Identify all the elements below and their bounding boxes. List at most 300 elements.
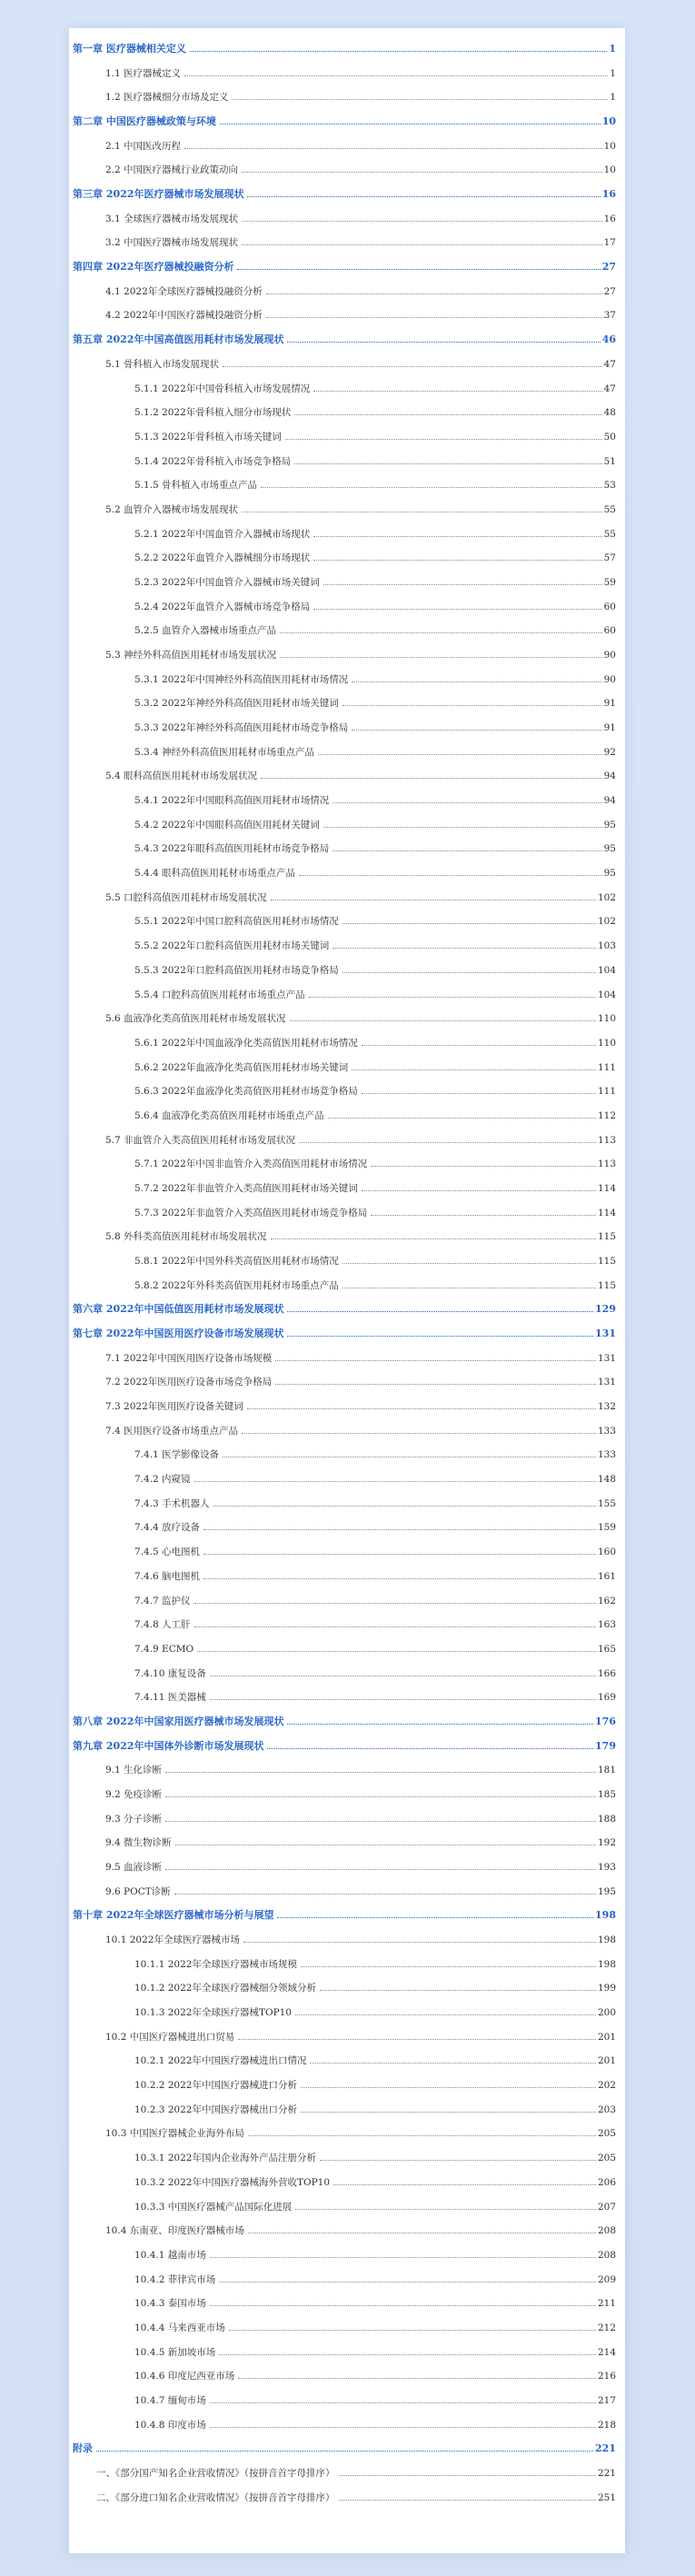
toc-entry[interactable] (134, 1056, 616, 1074)
toc-entry[interactable] (134, 2292, 616, 2310)
toc-title: 5.2.3 2022年中国血管介入器械市场关键词 (134, 576, 320, 588)
toc-chapter[interactable] (73, 1735, 616, 1753)
toc-page-number: 112 (597, 1109, 616, 1121)
toc-title: 10.3.3 中国医疗器械产品国际化进展 (134, 2201, 293, 2213)
toc-page-number: 114 (597, 1207, 616, 1218)
dot-leader (243, 1942, 596, 1943)
dot-leader (333, 850, 601, 851)
dot-leader (333, 802, 601, 803)
toc-title: 10.1 2022年全球医疗器械市场 (105, 1934, 240, 1946)
toc-page-number: 221 (595, 2442, 616, 2455)
toc-page-number: 132 (597, 1401, 616, 1413)
toc-entry[interactable] (105, 1419, 616, 1437)
toc-page-number: 212 (597, 2322, 616, 2333)
toc-title: 10.2.3 2022年中国医疗器械出口分析 (134, 2104, 297, 2115)
toc-entry[interactable] (134, 1443, 616, 1461)
dot-leader (210, 2257, 596, 2258)
toc-title: 5.1.5 骨科植入市场重点产品 (134, 480, 258, 492)
toc-entry[interactable] (105, 2219, 616, 2237)
toc-chapter[interactable] (73, 2437, 616, 2455)
toc-entry[interactable] (105, 1880, 616, 1898)
toc-page-number: 47 (603, 358, 616, 370)
toc-title: 10.4.8 印度市场 (134, 2419, 206, 2431)
toc-entry[interactable] (105, 2025, 616, 2044)
toc-entry[interactable] (105, 643, 616, 661)
toc-entry[interactable] (134, 789, 616, 807)
dot-leader (190, 51, 608, 52)
toc-entry[interactable] (134, 2364, 616, 2382)
dot-leader (165, 1821, 596, 1822)
toc-title: 5.7 非血管介入类高值医用耗材市场发展状况 (105, 1134, 296, 1146)
toc-entry[interactable] (134, 959, 616, 977)
toc-page-number: 94 (603, 795, 616, 807)
toc-page-number: 211 (597, 2298, 616, 2310)
toc-title: 5.1 骨科植入市场发展现状 (105, 358, 220, 370)
toc-entry[interactable] (105, 1783, 616, 1801)
dot-leader (194, 1481, 596, 1482)
toc-title: 5.4 眼科高值医用耗材市场发展状况 (105, 771, 258, 782)
toc-entry[interactable] (105, 1370, 616, 1388)
dot-leader (271, 1238, 596, 1239)
dot-leader (285, 439, 602, 440)
toc-page-number: 200 (597, 2007, 616, 2019)
toc-page-number: 104 (597, 964, 616, 976)
toc-entry[interactable] (134, 1104, 616, 1122)
toc-entry[interactable] (134, 1152, 616, 1170)
toc-chapter[interactable] (73, 110, 616, 128)
toc-title: 5.8.1 2022年中国外科类高值医用耗材市场情况 (134, 1256, 339, 1267)
toc-title: 7.4.11 医美器械 (134, 1692, 206, 1704)
toc-page-number: 209 (597, 2273, 616, 2285)
toc-page-number: 111 (597, 1086, 616, 1098)
toc-title: 7.4.6 脑电图机 (134, 1570, 201, 1582)
toc-page-number: 166 (597, 1667, 616, 1679)
toc-title: 4.1 2022年全球医疗器械投融资分析 (105, 285, 263, 297)
dot-leader (229, 2330, 596, 2331)
toc-entry[interactable] (134, 2146, 616, 2164)
dot-leader (313, 536, 601, 537)
toc-page (69, 28, 625, 2553)
dot-leader (352, 730, 601, 731)
toc-title: 5.8 外科类高值医用耗材市场发展状况 (105, 1231, 267, 1243)
toc-entry[interactable] (134, 1249, 616, 1268)
toc-title: 10.4.3 泰国市场 (134, 2298, 206, 2310)
dot-leader (323, 827, 602, 828)
toc-title: 5.3.4 神经外科高值医用耗材市场重点产品 (134, 746, 315, 758)
dot-leader (333, 2184, 596, 2185)
toc-entry[interactable] (134, 1686, 616, 1704)
toc-entry[interactable] (134, 473, 616, 492)
toc-page-number: 110 (597, 1037, 616, 1049)
toc-entry[interactable] (134, 1613, 616, 1631)
dot-leader (320, 1990, 596, 1991)
toc-title: 1.2 医疗器械细分市场及定义 (105, 92, 229, 104)
toc-page-number: 216 (597, 2371, 616, 2382)
dot-leader (242, 1433, 596, 1434)
toc-title: 2.1 中国医改历程 (105, 140, 182, 152)
toc-entry[interactable] (134, 2243, 616, 2262)
toc-page-number: 55 (603, 503, 616, 515)
toc-entry[interactable] (105, 886, 616, 904)
toc-title: 5.2.4 2022年血管介入器械市场竞争格局 (134, 601, 311, 612)
dot-leader (210, 2427, 596, 2428)
toc-entry[interactable] (105, 1007, 616, 1025)
toc-entry[interactable] (134, 668, 616, 686)
toc-entry[interactable] (134, 1201, 616, 1219)
toc-page-number: 205 (597, 2153, 616, 2164)
toc-entry[interactable] (105, 62, 616, 80)
dot-leader (313, 609, 601, 610)
toc-title: 3.1 全球医疗器械市场发展现状 (105, 213, 239, 224)
toc-entry[interactable] (105, 1225, 616, 1243)
dot-leader (261, 778, 602, 779)
toc-chapter[interactable] (73, 328, 616, 346)
toc-page-number: 162 (597, 1595, 616, 1606)
toc-page-number: 27 (603, 285, 616, 297)
toc-page-number: 205 (597, 2128, 616, 2140)
toc-title: 4.2 2022年中国医疗器械投融资分析 (105, 310, 263, 322)
toc-title: 5.3.2 2022年神经外科高值医用耗材市场关键词 (134, 698, 339, 710)
dot-leader (352, 681, 601, 682)
toc-title: 7.1 2022年中国医用医疗设备市场规模 (105, 1352, 273, 1364)
toc-page-number: 131 (597, 1377, 616, 1388)
dot-leader (267, 1748, 593, 1749)
dot-leader (362, 1045, 596, 1046)
toc-chapter[interactable] (73, 1322, 616, 1340)
dot-leader (242, 221, 602, 222)
toc-title: 5.3.3 2022年神经外科高值医用耗材市场竞争格局 (134, 722, 349, 734)
toc-entry[interactable] (105, 1395, 616, 1413)
toc-title: 7.4.7 监护仪 (134, 1595, 191, 1606)
toc-title: 5.3 神经外科高值医用耗材市场发展状况 (105, 650, 277, 661)
toc-entry[interactable] (96, 2462, 616, 2480)
toc-title: 10.1.2 2022年全球医疗器械细分领域分析 (134, 1983, 316, 1994)
toc-entry[interactable] (134, 522, 616, 541)
toc-page-number: 37 (603, 310, 616, 322)
dot-leader (294, 463, 601, 464)
toc-entry[interactable] (134, 1976, 616, 1994)
toc-title: 5.2.5 血管介入器械市场重点产品 (134, 625, 277, 637)
toc-title: 7.4.3 手术机器人 (134, 1497, 210, 1509)
toc-entry[interactable] (134, 1662, 616, 1680)
dot-leader (194, 1603, 596, 1604)
toc-title: 7.4 医用医疗设备市场重点产品 (105, 1425, 239, 1437)
toc-page-number: 115 (597, 1231, 616, 1243)
toc-entry[interactable] (134, 716, 616, 734)
dot-leader (328, 1118, 596, 1119)
toc-entry[interactable] (105, 1855, 616, 1874)
toc-page-number: 104 (597, 989, 616, 1000)
dot-leader (290, 1020, 596, 1021)
toc-title: 5.2.1 2022年中国血管介入器械市场现状 (134, 528, 311, 540)
toc-entry[interactable] (134, 377, 616, 395)
toc-title: 10.3.2 2022年中国医疗器械海外营收TOP10 (134, 2176, 330, 2188)
toc-title: 7.4.1 医学影像设备 (134, 1449, 220, 1461)
toc-page-number: 91 (603, 698, 616, 710)
toc-page-number: 102 (597, 916, 616, 928)
toc-title: 9.6 POCT诊断 (105, 1885, 171, 1897)
dot-leader (237, 269, 600, 270)
toc-page-number: 129 (595, 1303, 616, 1316)
toc-page-number: 199 (597, 1983, 616, 1994)
toc-entry[interactable] (134, 691, 616, 710)
toc-page-number: 185 (597, 1788, 616, 1800)
toc-title: 10.3.1 2022年国内企业海外产品注册分析 (134, 2153, 316, 2164)
dot-leader (287, 1724, 593, 1725)
toc-entry[interactable] (105, 764, 616, 782)
toc-entry[interactable] (134, 2001, 616, 2019)
toc-page-number: 133 (597, 1449, 616, 1461)
toc-page-number: 217 (597, 2394, 616, 2406)
toc-chapter[interactable] (73, 37, 616, 55)
toc-entry[interactable] (134, 595, 616, 613)
toc-title: 9.2 免疫诊断 (105, 1788, 163, 1800)
toc-title: 2.2 中国医疗器械行业政策动向 (105, 164, 239, 176)
toc-title: 7.4.10 康复设备 (134, 1667, 206, 1679)
toc-title: 10.4.2 菲律宾市场 (134, 2273, 216, 2285)
toc-page-number: 208 (597, 2249, 616, 2261)
toc-title: 7.2 2022年医用医疗设备市场竞争格局 (105, 1377, 273, 1388)
toc-title: 7.4.4 放疗设备 (134, 1522, 201, 1534)
toc-page-number: 198 (597, 1934, 616, 1946)
toc-entry[interactable] (134, 934, 616, 952)
toc-title: 5.4.3 2022年眼科高值医用耗材市场竞争格局 (134, 843, 330, 855)
toc-title: 10.1.1 2022年全球医疗器械市场规模 (134, 1958, 297, 1970)
toc-entry[interactable] (105, 1129, 616, 1147)
toc-entry[interactable] (134, 910, 616, 928)
toc-entry[interactable] (105, 280, 616, 298)
toc-entry[interactable] (105, 158, 616, 176)
toc-title: 5.5.4 口腔科高值医用耗材市场重点产品 (134, 989, 305, 1000)
toc-entry[interactable] (134, 1565, 616, 1583)
toc-entry[interactable] (134, 2268, 616, 2286)
toc-entry[interactable] (134, 1031, 616, 1049)
dot-leader (301, 2087, 596, 2088)
toc-page-number: 59 (603, 576, 616, 588)
toc-entry[interactable] (134, 861, 616, 880)
toc-chapter[interactable] (73, 1904, 616, 1922)
dot-leader (323, 584, 602, 585)
toc-entry[interactable] (105, 1807, 616, 1825)
toc-page-number: 10 (603, 140, 616, 152)
dot-leader (280, 657, 602, 658)
toc-title: 5.1.2 2022年骨科植入细分市场现状 (134, 407, 292, 419)
toc-page-number: 161 (597, 1570, 616, 1582)
toc-entry[interactable] (105, 353, 616, 371)
dot-leader (233, 99, 609, 100)
toc-entry[interactable] (134, 813, 616, 831)
toc-page-number: 102 (597, 891, 616, 903)
dot-leader (247, 196, 600, 197)
toc-page-number: 203 (597, 2104, 616, 2115)
toc-page-number: 95 (603, 868, 616, 880)
dot-leader (210, 2305, 596, 2306)
toc-entry[interactable] (105, 303, 616, 322)
toc-entry[interactable] (134, 2413, 616, 2432)
toc-entry[interactable] (134, 2341, 616, 2359)
toc-title: 第七章 2022年中国医用医疗设备市场发展现状 (73, 1328, 284, 1340)
toc-title: 5.7.3 2022年非血管介入类高值医用耗材市场竞争格局 (134, 1207, 368, 1218)
toc-entry[interactable] (105, 498, 616, 516)
toc-entry[interactable] (134, 2171, 616, 2189)
toc-title: 5.5 口腔科高值医用耗材市场发展状况 (105, 891, 267, 903)
toc-page-number: 192 (597, 1837, 616, 1849)
toc-entry[interactable] (134, 2195, 616, 2213)
dot-leader (343, 923, 596, 924)
toc-entry[interactable] (134, 2098, 616, 2116)
toc-title: 10.4.6 印度尼西亚市场 (134, 2371, 235, 2382)
toc-title: 7.4.2 内窥镜 (134, 1474, 191, 1486)
toc-title: 9.4 微生物诊断 (105, 1837, 172, 1849)
toc-title: 10.4.4 马来西亚市场 (134, 2322, 225, 2333)
dot-leader (362, 1093, 596, 1094)
toc-title: 5.8.2 2022年外科类高值医用耗材市场重点产品 (134, 1279, 339, 1291)
toc-entry[interactable] (134, 1589, 616, 1607)
toc-page-number: 60 (603, 601, 616, 612)
toc-entry[interactable] (134, 837, 616, 855)
toc-title: 5.4.4 眼科高值医用耗材市场重点产品 (134, 868, 296, 880)
toc-title: 5.3.1 2022年中国神经外科高值医用耗材市场情况 (134, 673, 349, 685)
dot-leader (261, 487, 602, 488)
toc-entry[interactable] (134, 1492, 616, 1510)
dot-leader (371, 1166, 596, 1167)
dot-leader (277, 1917, 593, 1918)
toc-entry[interactable] (134, 1637, 616, 1656)
dot-leader (301, 2112, 596, 2113)
dot-leader (371, 1215, 596, 1216)
toc-page-number: 113 (597, 1159, 616, 1170)
toc-page-number: 16 (603, 213, 616, 224)
toc-title: 5.6.1 2022年中国血液净化类高值医用耗材市场情况 (134, 1037, 358, 1049)
toc-page-number: 198 (597, 1958, 616, 1970)
toc-page-number: 1 (610, 92, 616, 104)
dot-leader (213, 1506, 596, 1507)
toc-page-number: 50 (603, 431, 616, 443)
toc-title: 1.1 医疗器械定义 (105, 67, 182, 79)
toc-title: 第八章 2022年中国家用医疗器械市场发展现状 (73, 1715, 284, 1727)
toc-entry[interactable] (105, 1347, 616, 1365)
toc-entry[interactable] (105, 1758, 616, 1776)
toc-entry[interactable] (134, 1467, 616, 1486)
toc-entry[interactable] (134, 401, 616, 419)
toc-entry[interactable] (134, 1516, 616, 1534)
toc-entry[interactable] (105, 231, 616, 249)
toc-page-number: 47 (603, 383, 616, 394)
toc-title: 5.6.2 2022年血液净化类高值医用耗材市场关键词 (134, 1061, 349, 1073)
toc-page-number: 208 (597, 2225, 616, 2237)
toc-chapter[interactable] (73, 183, 616, 201)
toc-title: 10.2.1 2022年中国医疗器械进出口情况 (134, 2055, 307, 2067)
toc-entry[interactable] (134, 2049, 616, 2067)
toc-entry[interactable] (105, 134, 616, 153)
dot-leader (301, 1966, 596, 1967)
toc-entry[interactable] (105, 1928, 616, 1946)
toc-entry[interactable] (134, 1177, 616, 1195)
dot-leader (287, 1311, 593, 1312)
dot-leader (238, 2378, 596, 2379)
toc-page-number: 46 (601, 333, 616, 346)
toc-page-number: 176 (595, 1715, 616, 1727)
dot-leader (184, 75, 608, 76)
toc-entry[interactable] (96, 2486, 616, 2504)
toc-title: 10.4 东南亚、印度医疗器械市场 (105, 2225, 244, 2237)
dot-leader (294, 414, 601, 415)
toc-page-number: 90 (603, 673, 616, 685)
toc-entry[interactable] (134, 983, 616, 1001)
toc-chapter[interactable] (73, 1298, 616, 1316)
toc-page-number: 251 (597, 2491, 616, 2503)
toc-page-number: 16 (601, 188, 616, 201)
toc-entry[interactable] (134, 546, 616, 564)
toc-page-number: 202 (597, 2080, 616, 2092)
toc-chapter[interactable] (73, 255, 616, 274)
toc-title: 第四章 2022年医疗器械投融资分析 (73, 261, 234, 274)
toc-title: 第五章 2022年中国高值医用耗材市场发展现状 (73, 333, 284, 346)
toc-page-number: 17 (603, 237, 616, 249)
dot-leader (313, 391, 601, 392)
dot-leader (343, 1263, 596, 1264)
toc-entry[interactable] (134, 2389, 616, 2407)
toc-page-number: 201 (597, 2055, 616, 2067)
toc-title: 7.4.5 心电图机 (134, 1547, 201, 1558)
toc-entry[interactable] (134, 1953, 616, 1971)
toc-title: 9.5 血液诊断 (105, 1862, 163, 1873)
toc-entry[interactable] (105, 85, 616, 104)
toc-title: 第一章 医疗器械相关定义 (73, 43, 186, 55)
toc-entry[interactable] (134, 1274, 616, 1292)
toc-title: 3.2 中国医疗器械市场发展现状 (105, 237, 239, 249)
toc-entry[interactable] (134, 1540, 616, 1558)
dot-leader (299, 875, 602, 876)
toc-title: 第六章 2022年中国低值医用耗材市场发展现状 (73, 1303, 284, 1316)
dot-leader (343, 972, 596, 973)
dot-leader (223, 366, 602, 367)
toc-title: 5.6 血液净化类高值医用耗材市场发展状况 (105, 1013, 286, 1025)
dot-leader (352, 1069, 596, 1070)
toc-page-number: 115 (597, 1256, 616, 1267)
toc-title: 5.4.1 2022年中国眼科高值医用耗材市场情况 (134, 795, 330, 807)
toc-entry[interactable] (134, 1079, 616, 1098)
toc-entry[interactable] (134, 2074, 616, 2092)
toc-page-number: 218 (597, 2419, 616, 2431)
toc-entry[interactable] (134, 741, 616, 759)
toc-title: 5.6.3 2022年血液净化类高值医用耗材市场竞争格局 (134, 1086, 358, 1098)
dot-leader (242, 244, 602, 245)
toc-entry[interactable] (105, 207, 616, 225)
dot-leader (174, 1894, 596, 1895)
dot-leader (299, 1142, 596, 1143)
toc-page-number: 94 (603, 771, 616, 782)
toc-chapter[interactable] (73, 1710, 616, 1728)
toc-entry[interactable] (134, 450, 616, 468)
toc-title: 5.2.2 2022年血管介入器械细分市场现状 (134, 552, 311, 564)
toc-title: 9.3 分子诊断 (105, 1813, 163, 1825)
toc-title: 第九章 2022年中国体外诊断市场发展现状 (73, 1739, 264, 1752)
toc-entry[interactable] (134, 619, 616, 637)
dot-leader (310, 2063, 595, 2064)
toc-entry[interactable] (105, 1831, 616, 1849)
toc-page-number: 27 (601, 261, 616, 274)
toc-entry[interactable] (134, 571, 616, 589)
toc-entry[interactable] (134, 2316, 616, 2334)
toc-title: 5.2 血管介入器械市场发展现状 (105, 503, 239, 515)
toc-title: 10.4.1 越南市场 (134, 2249, 206, 2261)
toc-entry[interactable] (134, 425, 616, 443)
toc-entry[interactable] (105, 2122, 616, 2140)
dot-leader (287, 1336, 593, 1337)
dot-leader (295, 2209, 596, 2210)
dot-leader (238, 2039, 596, 2040)
